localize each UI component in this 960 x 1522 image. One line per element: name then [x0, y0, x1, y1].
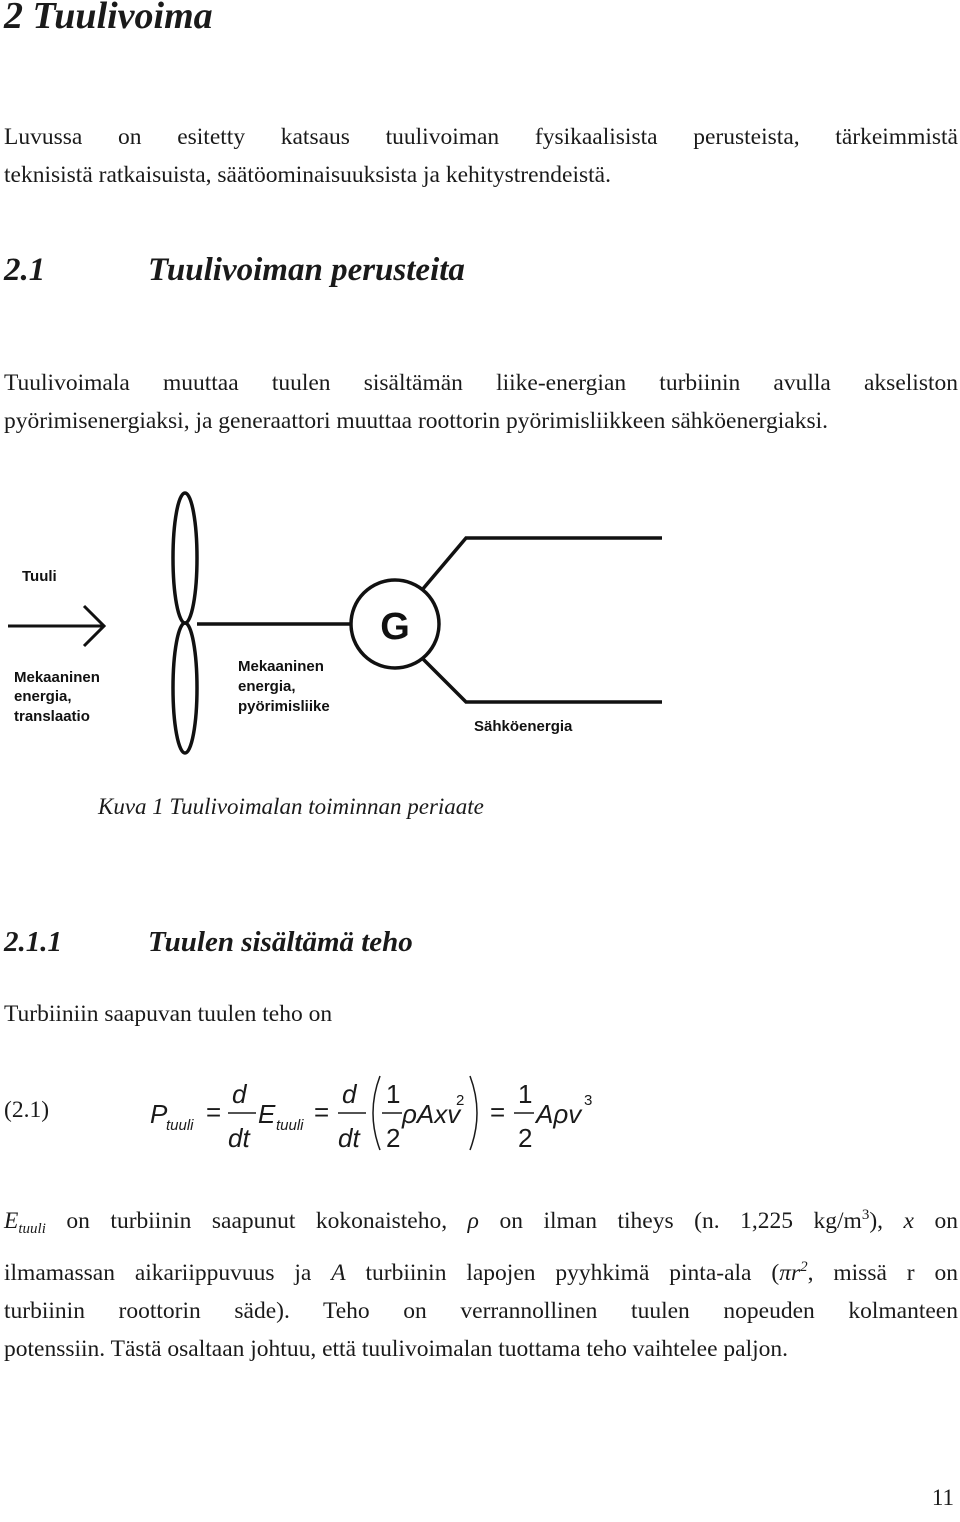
eq-d-numerator: d	[232, 1079, 247, 1109]
intro-paragraph	[4, 118, 958, 194]
intro-line: Luvussa on esitetty katsaus tuulivoiman fysikaalisista perusteista, tärkeimmistä	[4, 124, 958, 150]
body-line-3: turbiinin roottorin säde). Teho on verrannollinen tuulen nopeuden kolmanteen	[4, 1297, 958, 1324]
section-number: 2.1	[4, 252, 46, 288]
page-number: 11	[931, 1485, 954, 1510]
mech-translation-label-line: translaatio	[14, 708, 90, 725]
eq-two: 2	[386, 1123, 401, 1153]
wind-label: Tuuli	[22, 568, 57, 585]
body-text: ilmamassan aikariippuvuus ja	[4, 1259, 332, 1286]
wind-turbine-diagram	[0, 480, 662, 772]
superscript: 3	[861, 1207, 870, 1223]
chapter-heading	[4, 0, 213, 38]
body-line-1	[4, 1196, 958, 1248]
body-text: on	[913, 1207, 959, 1234]
eq-right-paren	[470, 1076, 477, 1150]
mech-rotation-label-line: energia,	[238, 678, 296, 695]
body-text: , missä r on	[807, 1259, 959, 1286]
section-heading	[4, 252, 465, 289]
rho-symbol: ρ	[467, 1207, 479, 1234]
eq-equals: =	[314, 1097, 330, 1127]
section-paragraph	[4, 364, 958, 440]
chapter-title: Tuulivoima	[32, 0, 213, 37]
e-symbol: E	[4, 1207, 19, 1234]
eq-left-paren	[373, 1076, 380, 1150]
eq-cube: 3	[584, 1092, 593, 1109]
generator-label: G	[380, 606, 410, 648]
body-paragraph	[4, 1196, 958, 1368]
equation-label: (2.1)	[4, 1097, 50, 1123]
body-text: on ilman tiheys (n. 1,225 kg/m	[478, 1207, 862, 1234]
eq-one: 1	[518, 1079, 533, 1109]
mech-translation-label-line: Mekaaninen	[14, 669, 100, 686]
eq-equals: =	[490, 1097, 506, 1127]
pi-r-symbol: πr	[779, 1259, 801, 1286]
eq-a-rho-v: Aρv	[536, 1099, 582, 1129]
body-line-2	[4, 1248, 958, 1292]
eq-two: 2	[518, 1123, 533, 1153]
body-text: on turbiinin saapunut kokonaisteho,	[45, 1207, 468, 1234]
mech-rotation-label-line: Mekaaninen	[238, 658, 324, 675]
figure-caption: Kuva 1 Tuulivoimalan toiminnan periaate	[98, 794, 484, 819]
body-line-4: potenssiin. Tästä osaltaan johtuu, että tuulivoimalan tuottama teho vaihtelee paljon.	[4, 1335, 789, 1362]
section-title: Tuulivoiman perusteita	[148, 252, 465, 288]
e-subscript: tuuli	[18, 1220, 46, 1237]
superscript: 2	[800, 1258, 808, 1275]
eq-energy-symbol: E	[258, 1099, 276, 1129]
eq-equals: =	[206, 1097, 222, 1127]
subsection-title: Tuulen sisältämä teho	[148, 926, 413, 958]
eq-d-numerator: d	[342, 1079, 357, 1109]
chapter-number: 2	[4, 0, 23, 37]
subsection-lead: Turbiiniin saapuvan tuulen teho on	[4, 1001, 333, 1027]
eq-dt-denominator: dt	[228, 1123, 250, 1153]
wind-power-equation	[130, 1068, 610, 1168]
subsection-number: 2.1.1	[4, 926, 62, 958]
subsection-heading	[4, 926, 413, 959]
eq-power-symbol: P	[150, 1099, 168, 1129]
section-line: Tuulivoimala muuttaa tuulen sisältämän liike-energian turbiinin avulla akseliston	[4, 370, 958, 396]
eq-dt-denominator: dt	[338, 1123, 360, 1153]
eq-rho-axv: ρAxv	[402, 1099, 461, 1129]
mech-rotation-label-line: pyörimisliike	[238, 698, 330, 715]
electric-energy-label: Sähköenergia	[474, 718, 573, 735]
section-line: pyörimisenergiaksi, ja generaattori muuttaa roottorin pyörimisliikkeen sähköenergiaksi.	[4, 408, 829, 434]
intro-line: teknisistä ratkaisuista, säätöominaisuuksista ja kehitystrendeistä.	[4, 162, 611, 188]
body-text: ),	[869, 1207, 904, 1234]
x-symbol: x	[903, 1207, 914, 1234]
a-symbol: A	[331, 1259, 346, 1286]
eq-power-subscript: tuuli	[166, 1117, 194, 1134]
eq-energy-subscript: tuuli	[276, 1117, 304, 1134]
mech-translation-label-line: energia,	[14, 688, 72, 705]
eq-one: 1	[386, 1079, 401, 1109]
body-text: turbiinin lapojen pyyhkimä pinta-ala (	[345, 1259, 780, 1286]
eq-square: 2	[456, 1092, 465, 1109]
